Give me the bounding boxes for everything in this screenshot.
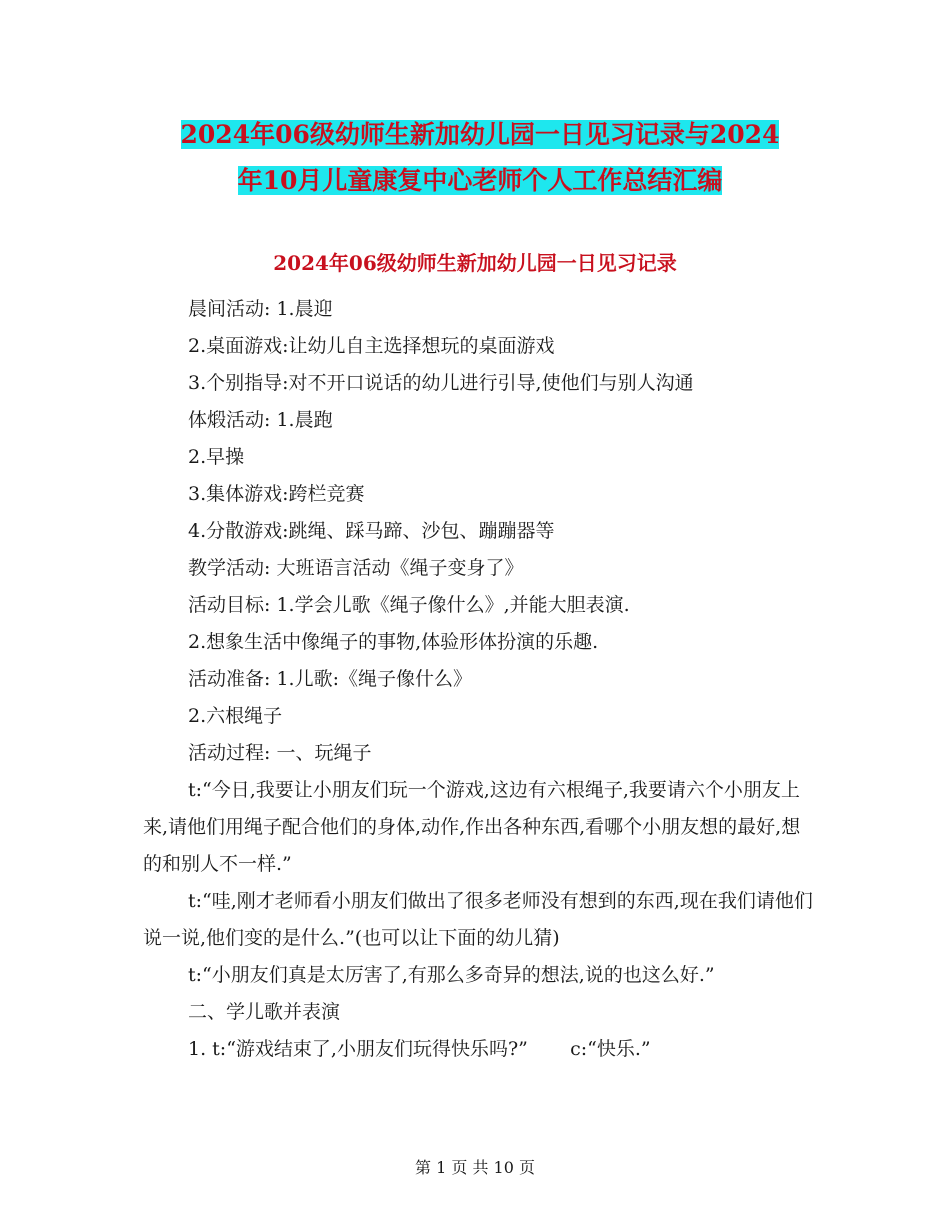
dialogue-paragraph: t:“小朋友们真是太厉害了,有那么多奇异的想法,说的也这么好.”: [188, 964, 715, 986]
text-line: 活动准备: 1.儿歌:《绳子像什么》: [188, 668, 472, 690]
text-line: 晨间活动: 1.晨迎: [188, 298, 333, 320]
document-body: [143, 291, 815, 1068]
text-line: 体煅活动: 1.晨跑: [188, 409, 333, 431]
section-title: 2024年06级幼师生新加幼儿园一日见习记录: [273, 251, 677, 275]
text-line: 2.早操: [188, 446, 245, 468]
dialogue-paragraph: t:“今日,我要让小朋友们玩一个游戏,这边有六根绳子,我要请六个小朋友上来,请他们用绳子配合他们的身体,动作,作出各种东西,看哪个小朋友想的最好,想的和别人不一样.”: [143, 779, 801, 875]
text-line: 教学活动: 大班语言活动《绳子变身了》: [188, 557, 524, 579]
page-footer: 第 1 页 共 10 页: [415, 1158, 535, 1177]
document-title: [130, 112, 830, 204]
text-line: 1. t:“游戏结束了,小朋友们玩得快乐吗?” c:“快乐.”: [188, 1038, 651, 1060]
text-line: 3.个别指导:对不开口说话的幼儿进行引导,使他们与别人沟通: [188, 372, 694, 394]
text-line: 4.分散游戏:跳绳、踩马蹄、沙包、蹦蹦器等: [188, 520, 555, 542]
text-line: 活动过程: 一、玩绳子: [188, 742, 372, 764]
text-line: 2.桌面游戏:让幼儿自主选择想玩的桌面游戏: [188, 335, 555, 357]
text-line: 2.想象生活中像绳子的事物,体验形体扮演的乐趣.: [188, 631, 599, 653]
dialogue-paragraph: t:“哇,刚才老师看小朋友们做出了很多老师没有想到的东西,现在我们请他们说一说,他们变的是什么.”(也可以让下面的幼儿猜): [143, 890, 813, 949]
section-heading: 二、学儿歌并表演: [188, 1001, 341, 1023]
document-title-line-2: 年10月儿童康复中心老师个人工作总结汇编: [237, 166, 723, 195]
text-line: 活动目标: 1.学会儿歌《绳子像什么》,并能大胆表演.: [188, 594, 630, 616]
document-title-line-1: 2024年06级幼师生新加幼儿园一日见习记录与2024: [180, 120, 780, 149]
text-line: 2.六根绳子: [188, 705, 283, 727]
text-line: 3.集体游戏:跨栏竞赛: [188, 483, 365, 505]
